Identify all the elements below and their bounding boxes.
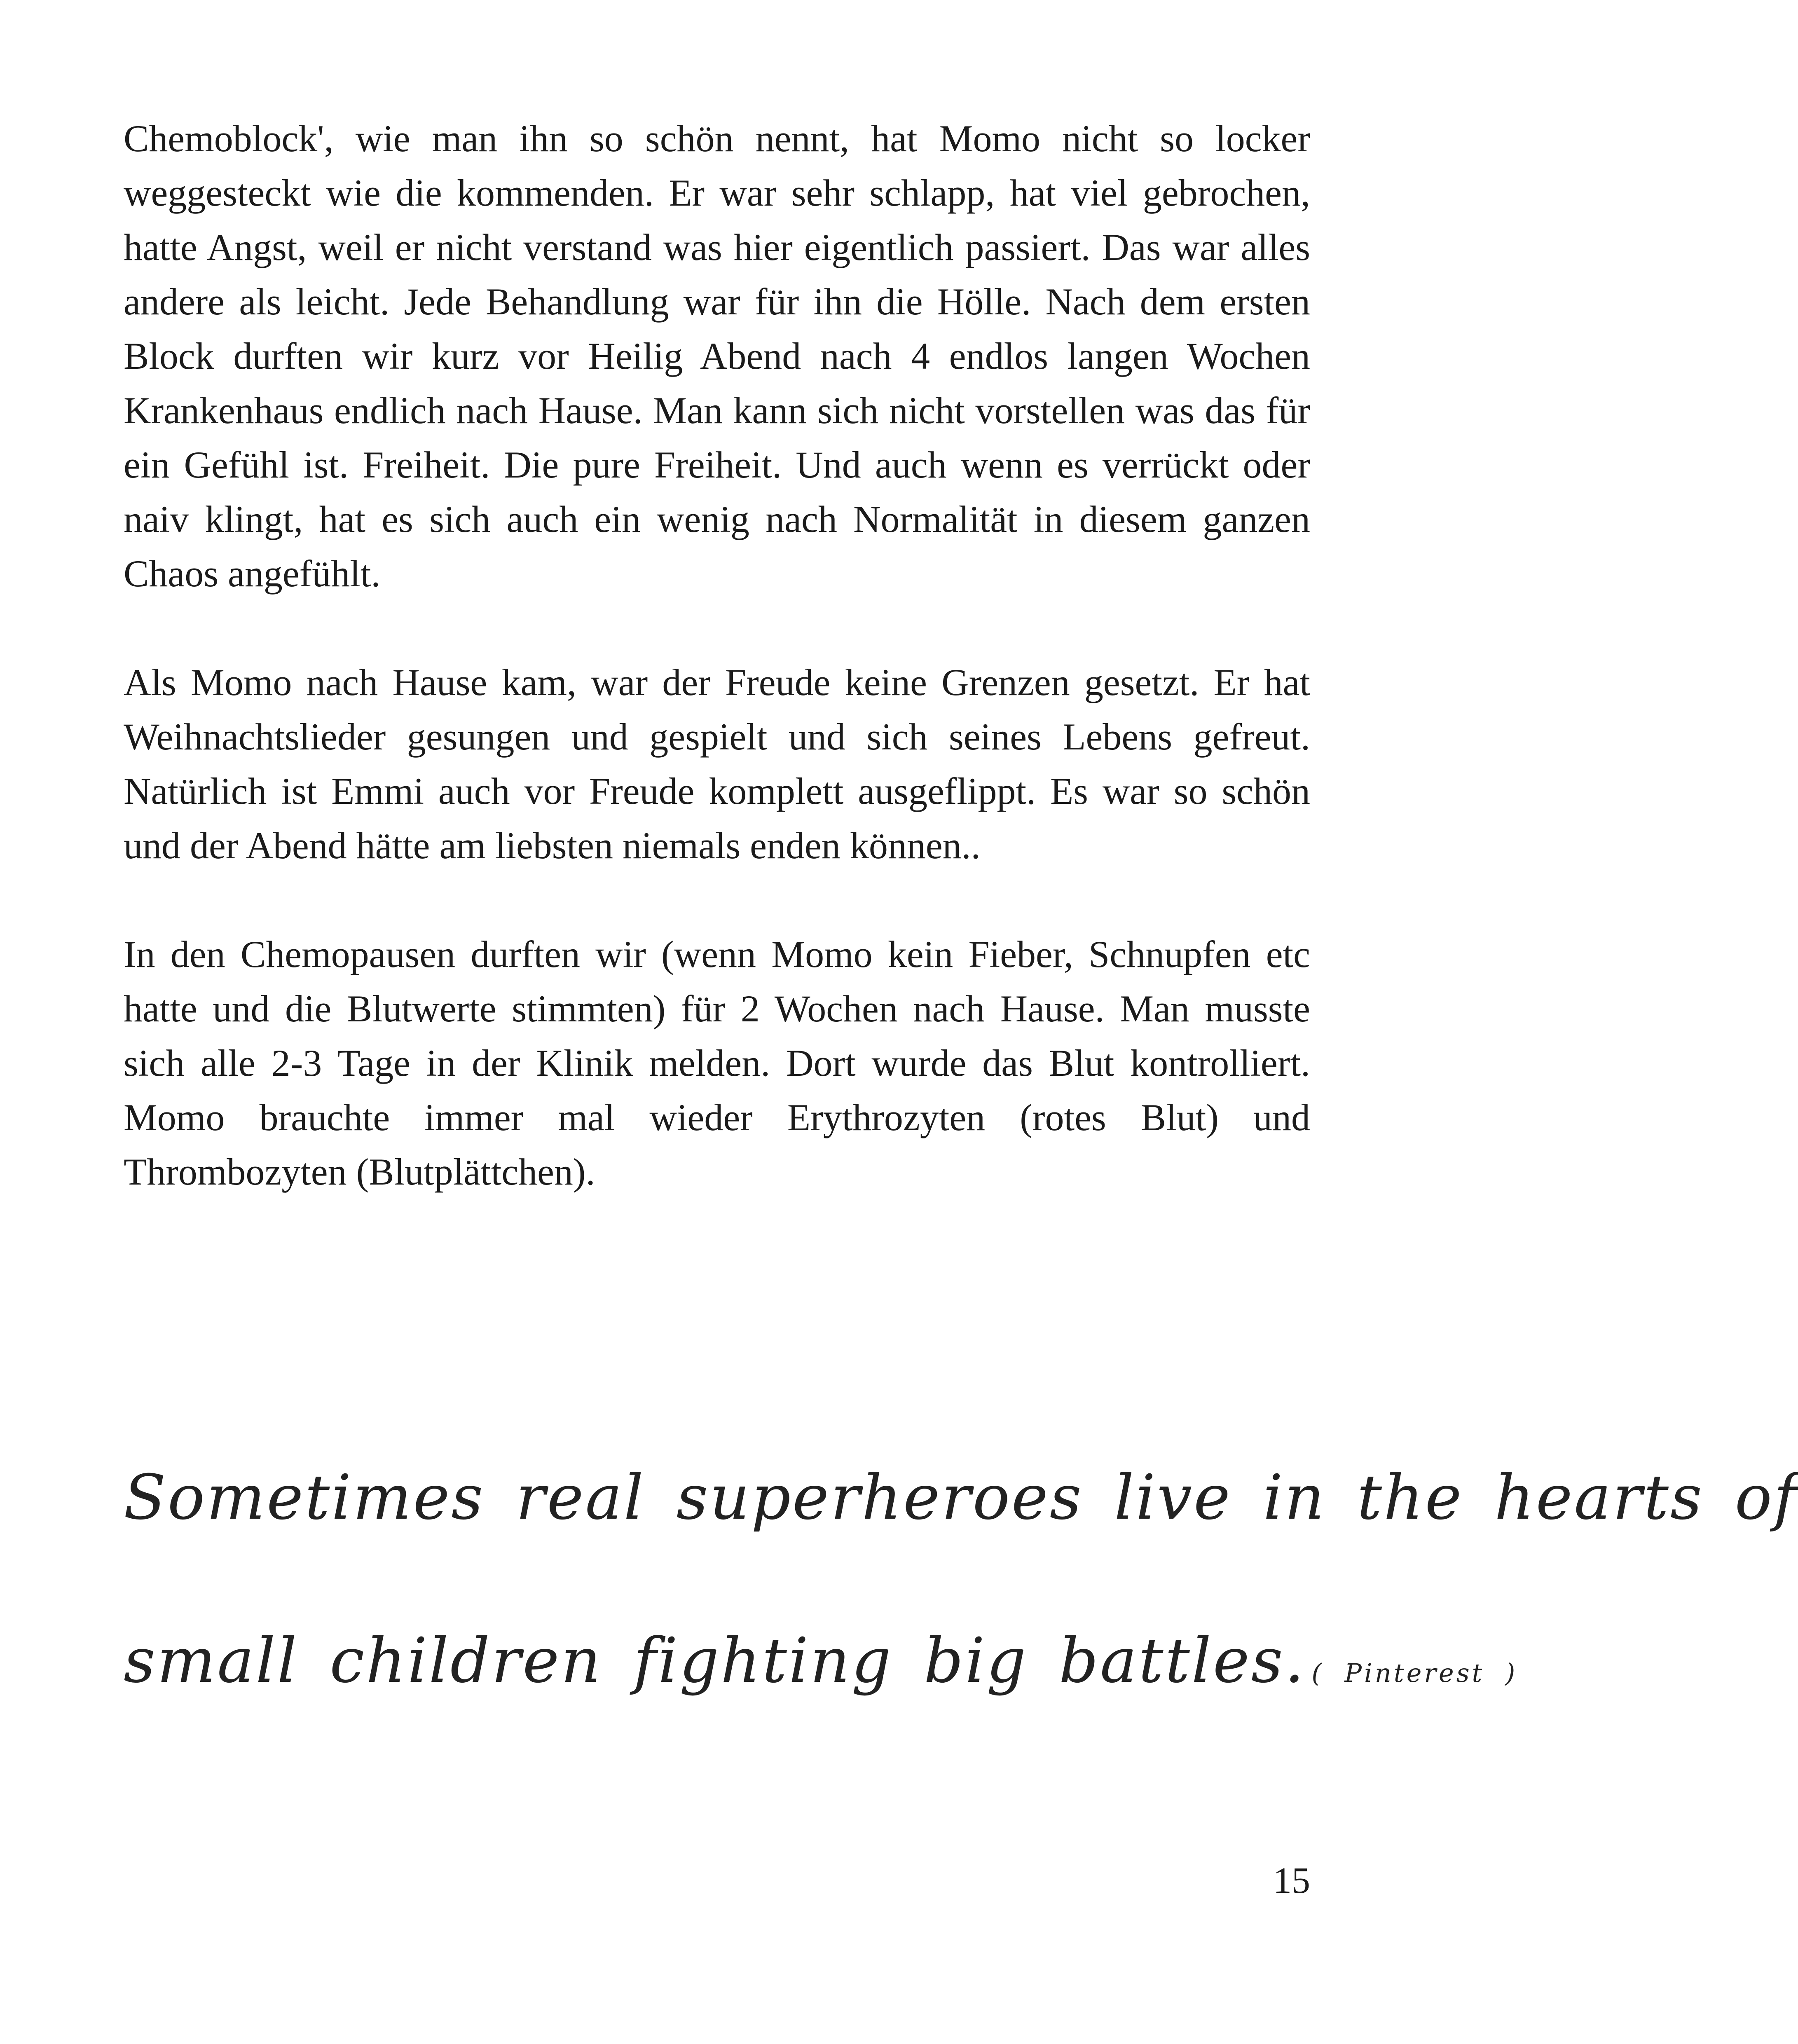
paragraph-homecoming: Als Momo nach Hause kam, war der Freude keine Grenzen gesetzt. Er hat Weihnachtslieder gesungen und gespielt und sich seines Lebens gefreut. Natürlich ist Emmi auch vor Freude komplett ausgeflippt. Es war so schön und der Abend hätte am liebsten niemals enden können.. (124, 661, 1310, 866)
paragraph-chemopausen: In den Chemopausen durften wir (wenn Momo kein Fieber, Schnupfen etc hatte und die Blutwerte stimmten) für 2 Wochen nach Hause. Man musste sich alle 2-3 Tage in der Klinik melden. Dort wurde das Blut kontrolliert. Momo brauchte immer mal wieder Erythrozyten (rotes Blut) und Thrombozyten (Blutplättchen). (124, 933, 1310, 1193)
quote-line-2 (124, 1625, 1518, 1704)
page-number: 15 (1273, 1860, 1310, 1901)
quote-source: ( Pinterest ) (1311, 1658, 1518, 1688)
quote-line-1: Sometimes real superheroes live in the hearts of (124, 1462, 1798, 1534)
quote (124, 1462, 1798, 1704)
body-text (124, 111, 1310, 1199)
quote-line-2-text: small children fighting big battles. (124, 1625, 1306, 1697)
paragraph-chemoblock: Chemoblock', wie man ihn so schön nennt, hat Momo nicht so locker weggesteckt wie die kommenden. Er war sehr schlapp, hat viel gebrochen, hatte Angst, weil er nicht verstand was hier eigentlich passiert. Das war alles andere als leicht. Jede Behandlung war für ihn die Hölle. Nach dem ersten Block durften wir kurz vor Heilig Abend nach 4 endlos langen Wochen Krankenhaus endlich nach Hause. Man kann sich nicht vorstellen was das für ein Gefühl ist. Freiheit. Die pure Freiheit. Und auch wenn es verrückt oder naiv klingt, hat es sich auch ein wenig nach Normalität in diesem ganzen Chaos angefühlt. (124, 117, 1310, 595)
